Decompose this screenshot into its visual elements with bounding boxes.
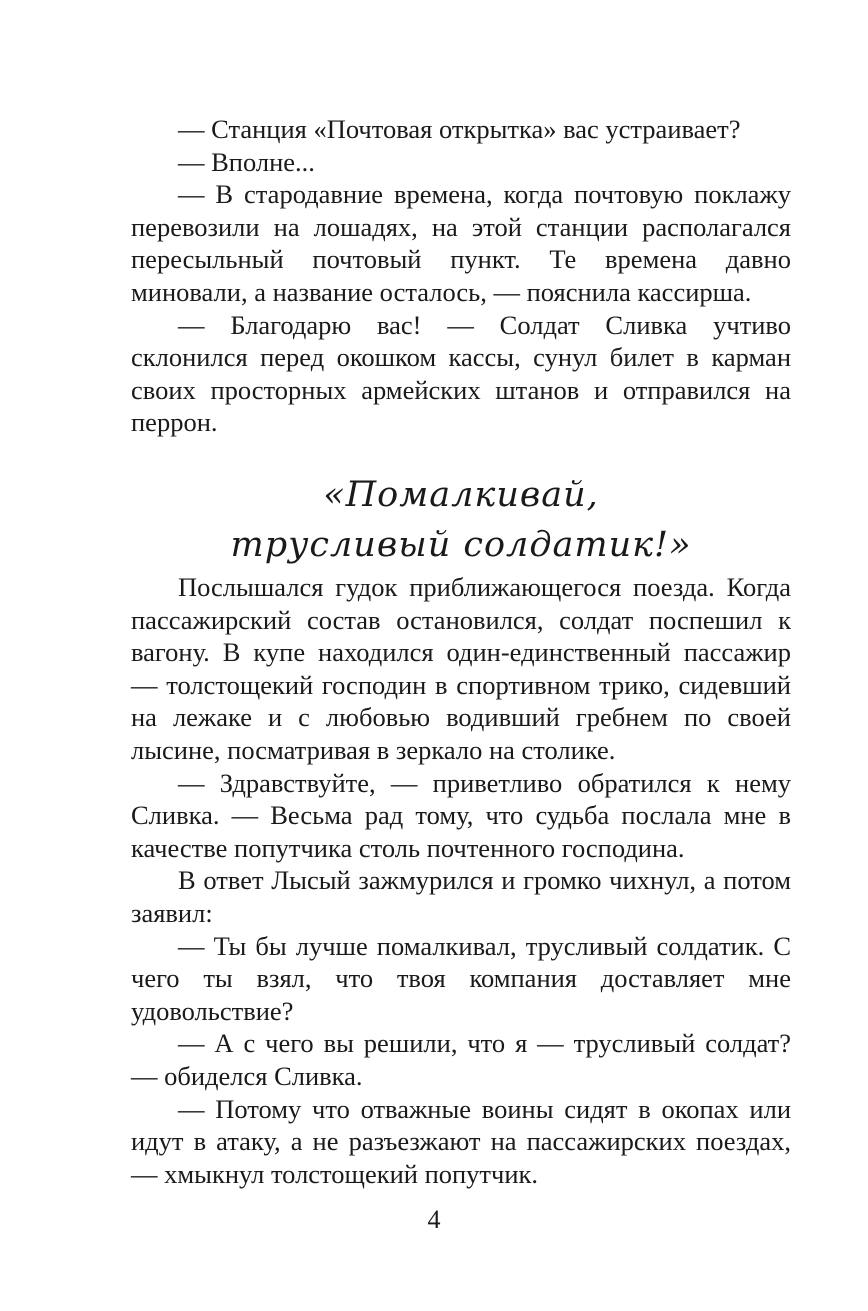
text-block-bottom [131, 571, 791, 1190]
paragraph: — Вполне... [178, 146, 315, 177]
paragraph: — Здравствуйте, — приветливо обратился к нему Сливка. — Весьма рад тому, что судьба послала мне в качестве попутчика столь почтенного господина. [131, 767, 791, 863]
chapter-heading-line1: «Помалкивай, [323, 475, 599, 515]
paragraph: — Ты бы лучше помалкивал, трусливый солдатик. С чего ты взял, что твоя компания доставляет мне удовольствие? [131, 930, 791, 1026]
text-block-top [131, 113, 791, 439]
paragraph: — Станция «Почтовая открытка» вас устраивает? [178, 114, 741, 144]
paragraph: — А с чего вы решили, что я — трусливый солдат? — обиделся Сливка. [131, 1028, 791, 1091]
paragraph: — В стародавние времена, когда почтовую поклажу перевозили на лошадях, на этой станции располагался пересыльный почтовый пункт. Те времена давно миновали, а название осталось, — пояснила кассирша. [131, 179, 791, 307]
chapter-heading [131, 470, 791, 570]
page-number: 4 [427, 1205, 441, 1234]
paragraph: Послышался гудок приближающегося поезда. Когда пассажирский состав остановился, солдат поспешил к вагону. В купе находился один-единственный пассажир — толстощекий господин в спортивном трико, сидевший на лежаке и с любовью водивший гребнем по своей лысине, посматривая в зеркало на столике. [131, 572, 791, 765]
paragraph: — Благодарю вас! — Солдат Сливка учтиво склонился перед окошком кассы, сунул билет в карман своих просторных армейских штанов и отправился на перрон. [131, 309, 791, 438]
paragraph: — Потому что отважные воины сидят в окопах или идут в атаку, а не разъезжают на пассажирских поездах, — хмыкнул толстощекий попутчик. [131, 1093, 791, 1189]
chapter-heading-line2: трусливый солдатик!» [230, 525, 692, 565]
paragraph: В ответ Лысый зажмурился и громко чихнул, а потом заявил: [131, 865, 791, 928]
